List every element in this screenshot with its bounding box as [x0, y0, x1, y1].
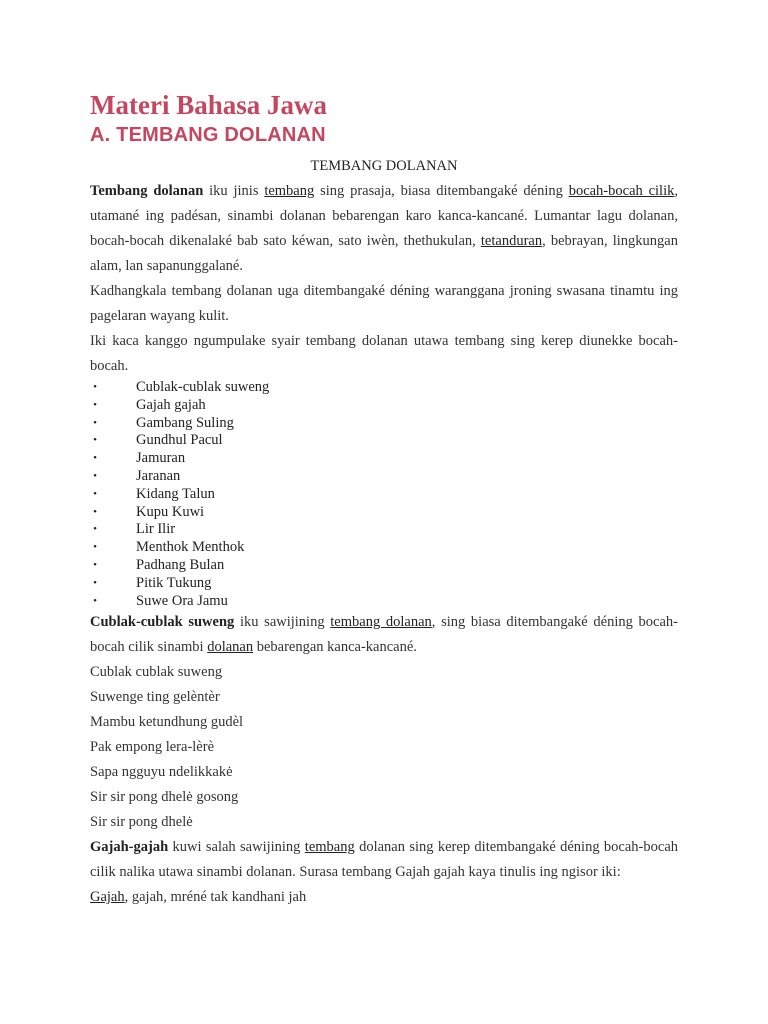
bullet-icon: •: [93, 558, 97, 571]
cublak-lyrics: [90, 660, 678, 835]
term-tembang-dolanan: Tembang dolanan: [90, 183, 204, 199]
lyric-line: Pak empong lera-lèrè: [90, 739, 215, 756]
song-list-item: [90, 575, 678, 593]
center-heading: TEMBANG DOLANAN: [310, 158, 458, 174]
section-title: A. TEMBANG DOLANAN: [90, 124, 326, 146]
intro-paragraph-1: [90, 179, 678, 279]
link-gajah[interactable]: Gajah: [90, 889, 125, 906]
link-dolanan[interactable]: dolanan: [207, 639, 254, 656]
song-list-item: [90, 415, 678, 433]
bullet-icon: •: [93, 398, 97, 411]
document-title: Materi Bahasa Jawa: [90, 90, 327, 120]
bullet-icon: •: [93, 576, 97, 589]
song-list-item: [90, 397, 678, 415]
lyric-line: Sir sir pong dhelė: [90, 814, 193, 831]
bullet-icon: •: [93, 469, 97, 482]
intro-paragraph-3: Iki kaca kanggo ngumpulake syair tembang dolanan utawa tembang sing kerep diunekke bocah-bocah.: [90, 333, 678, 374]
link-tembang-2[interactable]: tembang: [304, 839, 355, 856]
song-title: Kidang Talun: [136, 485, 215, 502]
term-cublak-cublak-suweng: Cublak-cublak suweng: [90, 614, 235, 631]
song-title: Menthok Menthok: [136, 539, 245, 556]
bullet-icon: •: [93, 541, 97, 554]
song-title: Gambang Suling: [136, 414, 234, 431]
text-run: iku sawijining: [234, 614, 331, 631]
song-title: Kupu Kuwi: [136, 503, 205, 520]
lyric-line: Suwenge ting gelèntèr: [90, 689, 220, 706]
bullet-icon: •: [93, 487, 97, 500]
link-tembang[interactable]: tembang: [264, 183, 315, 199]
song-list-item: [90, 593, 678, 611]
document-content: [90, 88, 678, 910]
song-title: Gajah gajah: [136, 396, 206, 413]
song-list-item: [90, 504, 678, 522]
song-list-item: [90, 379, 678, 397]
text-run: bebarengan kanca-kancané.: [253, 639, 417, 656]
song-title: Cublak-cublak suweng: [136, 379, 270, 395]
text-run: , utamané ing padésan, sinambi dolanan bebarengan karo kanca-kancané. Lumantar lagu dolanan, bocah-bocah dikenalaké bab sato kéwan, sato iwèn, thethukulan,: [90, 183, 678, 249]
song-title: Suwe Ora Jamu: [136, 592, 228, 609]
text-run: sing prasaja, biasa ditembangaké déning: [314, 183, 569, 199]
song-title: Gundhul Pacul: [136, 432, 223, 449]
song-list-item: [90, 557, 678, 575]
text-run: , bebrayan, lingkungan alam, lan sapanunggalané.: [90, 233, 678, 274]
song-list: [90, 379, 678, 610]
bullet-icon: •: [93, 416, 97, 429]
song-list-item: [90, 539, 678, 557]
lyric-line: Cublak cublak suweng: [90, 664, 223, 681]
song-list-item: [90, 432, 678, 450]
song-list-item: [90, 521, 678, 539]
bullet-icon: •: [93, 594, 97, 607]
bullet-icon: •: [93, 452, 97, 465]
text-run: , gajah, mréné tak kandhani jah: [124, 889, 307, 906]
song-title: Jamuran: [136, 450, 186, 467]
song-title: Jaranan: [136, 467, 181, 484]
text-run: kuwi salah sawijining: [168, 839, 305, 856]
lyric-line: Sapa ngguyu ndelikkakė: [90, 764, 233, 781]
bullet-icon: •: [93, 505, 97, 518]
song-title: Padhang Bulan: [136, 556, 225, 573]
song-list-item: [90, 468, 678, 486]
term-gajah-gajah: Gajah-gajah: [90, 839, 169, 856]
bullet-icon: •: [93, 381, 97, 393]
lyric-line: Sir sir pong dhelė gosong: [90, 789, 239, 806]
cublak-paragraph: [90, 610, 678, 660]
link-tembang-dolanan[interactable]: tembang dolanan: [330, 614, 432, 631]
song-title: Pitik Tukung: [136, 574, 212, 591]
gajah-paragraph: [90, 835, 678, 885]
lyric-line: Mambu ketundhung gudèl: [90, 714, 244, 731]
song-title: Lir Ilir: [136, 521, 176, 538]
gajah-first-line: [90, 885, 678, 910]
text-run: , sing biasa ditembangaké déning bocah-bocah cilik sinambi: [90, 614, 678, 656]
text-run: dolanan sing kerep ditembangaké déning bocah-bocah cilik nalika utawa sinambi dolanan. Surasa tembang Gajah gajah kaya tinulis ing ngisor iki:: [90, 839, 678, 881]
song-list-item: [90, 450, 678, 468]
bullet-icon: •: [93, 434, 97, 447]
intro-paragraph-2: Kadhangkala tembang dolanan uga ditembangaké déning waranggana jroning swasana tinamtu ing pagelaran wayang kulit.: [90, 283, 678, 324]
bullet-icon: •: [93, 523, 97, 536]
text-run: iku jinis: [203, 183, 265, 199]
link-tetanduran[interactable]: tetanduran: [480, 233, 543, 249]
link-bocah-bocah-cilik[interactable]: bocah-bocah cilik: [568, 183, 675, 199]
song-list-item: [90, 486, 678, 504]
